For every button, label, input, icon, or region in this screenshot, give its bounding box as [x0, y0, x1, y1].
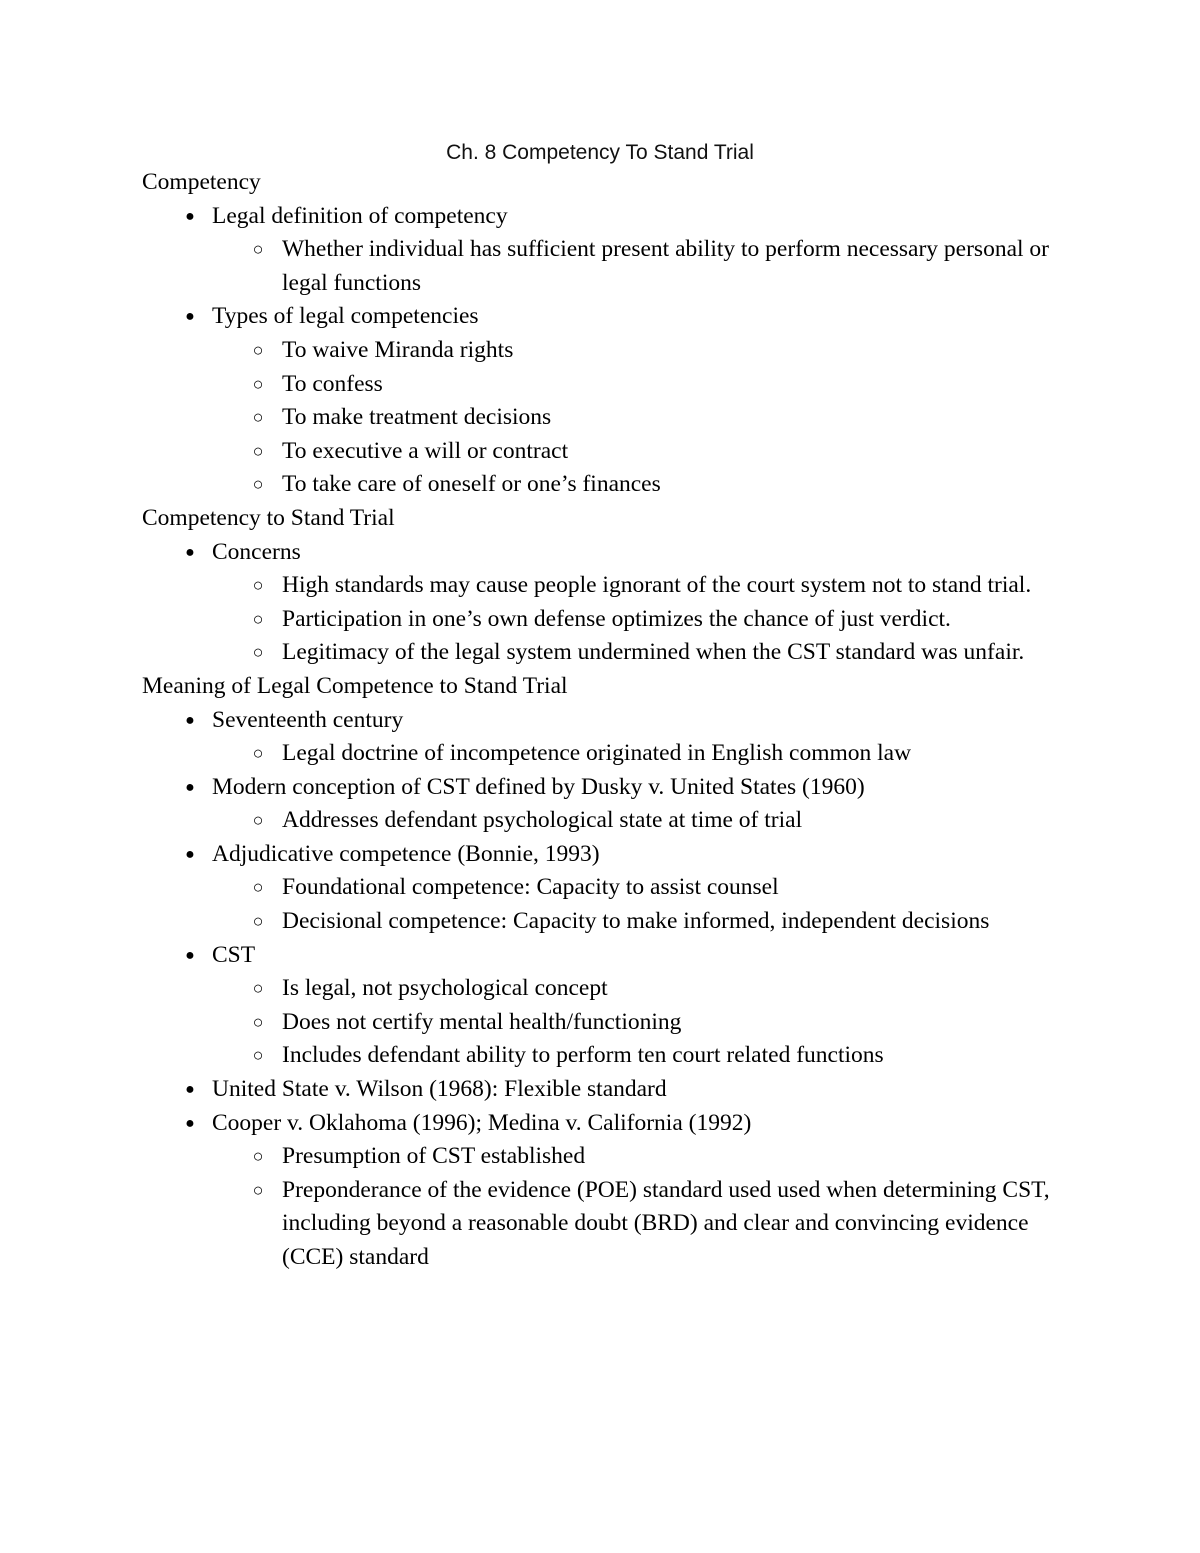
sub-list-item-text: Whether individual has sufficient present ability to perform necessary personal or legal functions	[282, 236, 1049, 296]
hollow-bullet-icon: ○	[252, 1146, 264, 1167]
hollow-bullet-icon: ○	[252, 642, 264, 663]
sub-list-item	[212, 1174, 1072, 1275]
sub-list-item	[212, 569, 1072, 603]
list-item	[142, 838, 1072, 939]
sub-list-item	[212, 804, 1072, 838]
sub-list-item-text: Presumption of CST established	[282, 1143, 586, 1170]
sub-list-item-text: Includes defendant ability to perform ten court related functions	[282, 1042, 884, 1069]
hollow-bullet-icon: ○	[252, 239, 264, 260]
list-item	[142, 1073, 1072, 1107]
document-body	[142, 166, 1072, 1275]
list-item-text: Types of legal competencies	[212, 303, 479, 330]
sub-list-item-text: Legal doctrine of incompetence originated in English common law	[282, 740, 912, 767]
sub-bullet-list	[212, 233, 1072, 300]
filled-bullet-icon: ●	[185, 1114, 195, 1132]
sub-list-item-text: To make treatment decisions	[282, 404, 552, 431]
sub-list-item-text: Participation in one’s own defense optimizes the chance of just verdict.	[282, 605, 951, 632]
filled-bullet-icon: ●	[185, 308, 195, 326]
sub-bullet-list	[212, 871, 1072, 938]
sub-list-item-text: Is legal, not psychological concept	[282, 975, 608, 1002]
section-heading: Competency	[142, 169, 261, 195]
list-item	[142, 939, 1072, 1073]
list-item-text: Legal definition of competency	[212, 202, 508, 229]
sub-list-item-text: Legitimacy of the legal system undermined when the CST standard was unfair.	[282, 639, 1025, 666]
list-item-text: United State v. Wilson (1968): Flexible standard	[212, 1076, 667, 1103]
hollow-bullet-icon: ○	[252, 877, 264, 898]
hollow-bullet-icon: ○	[252, 1011, 264, 1032]
sub-list-item	[212, 233, 1072, 300]
filled-bullet-icon: ●	[185, 845, 195, 863]
sub-bullet-list	[212, 972, 1072, 1073]
sub-list-item	[212, 1039, 1072, 1073]
list-item-text: Concerns	[212, 538, 301, 565]
sub-list-item	[212, 435, 1072, 469]
sub-list-item-text: Preponderance of the evidence (POE) standard used used when determining CST, including beyond a reasonable doubt (BRD) and clear and convincing evidence (CCE) standard	[282, 1176, 1050, 1270]
list-item	[142, 704, 1072, 771]
sub-list-item	[212, 401, 1072, 435]
hollow-bullet-icon: ○	[252, 373, 264, 394]
list-item-text: Cooper v. Oklahoma (1996); Medina v. California (1992)	[212, 1109, 752, 1136]
list-item-text: Adjudicative competence (Bonnie, 1993)	[212, 840, 600, 867]
sub-bullet-list	[212, 737, 1072, 771]
sub-list-item	[212, 468, 1072, 502]
filled-bullet-icon: ●	[185, 778, 195, 796]
hollow-bullet-icon: ○	[252, 810, 264, 831]
sub-list-item	[212, 636, 1072, 670]
list-item-text: Seventeenth century	[212, 706, 404, 733]
filled-bullet-icon: ●	[185, 946, 195, 964]
list-item-text: Modern conception of CST defined by Dusky v. United States (1960)	[212, 773, 865, 800]
sub-list-item-text: To take care of oneself or one’s finances	[282, 471, 661, 498]
sub-list-item-text: To confess	[282, 370, 383, 397]
hollow-bullet-icon: ○	[252, 978, 264, 999]
filled-bullet-icon: ●	[185, 543, 195, 561]
sub-bullet-list	[212, 804, 1072, 838]
list-item	[142, 200, 1072, 301]
hollow-bullet-icon: ○	[252, 339, 264, 360]
sub-bullet-list	[212, 569, 1072, 670]
sub-list-item	[212, 1140, 1072, 1174]
sub-list-item	[212, 334, 1072, 368]
list-item	[142, 1107, 1072, 1275]
list-item	[142, 536, 1072, 670]
list-item	[142, 300, 1072, 502]
hollow-bullet-icon: ○	[252, 474, 264, 495]
hollow-bullet-icon: ○	[252, 911, 264, 932]
sub-list-item	[212, 368, 1072, 402]
sub-bullet-list	[212, 334, 1072, 502]
sub-list-item	[212, 972, 1072, 1006]
filled-bullet-icon: ●	[185, 1081, 195, 1099]
hollow-bullet-icon: ○	[252, 575, 264, 596]
sub-list-item-text: Addresses defendant psychological state at time of trial	[282, 807, 803, 834]
page-title: Ch. 8 Competency To Stand Trial	[446, 141, 754, 164]
list-item-text: CST	[212, 941, 256, 968]
sub-list-item	[212, 1006, 1072, 1040]
list-item	[142, 771, 1072, 838]
sub-list-item	[212, 737, 1072, 771]
sub-list-item-text: Does not certify mental health/functioning	[282, 1008, 682, 1035]
hollow-bullet-icon: ○	[252, 608, 264, 629]
section-heading: Meaning of Legal Competence to Stand Trial	[142, 672, 568, 699]
sub-list-item-text: High standards may cause people ignorant of the court system not to stand trial.	[282, 572, 1032, 599]
sub-list-item-text: To waive Miranda rights	[282, 336, 514, 363]
section-heading: Competency to Stand Trial	[142, 504, 395, 531]
hollow-bullet-icon: ○	[252, 743, 264, 764]
hollow-bullet-icon: ○	[252, 407, 264, 428]
bullet-list	[142, 536, 1072, 670]
sub-list-item-text: To executive a will or contract	[282, 437, 569, 464]
sub-list-item-text: Foundational competence: Capacity to assist counsel	[282, 874, 779, 901]
bullet-list	[142, 200, 1072, 502]
hollow-bullet-icon: ○	[252, 1045, 264, 1066]
sub-list-item	[212, 905, 1072, 939]
sub-bullet-list	[212, 1140, 1072, 1274]
hollow-bullet-icon: ○	[252, 1179, 264, 1200]
hollow-bullet-icon: ○	[252, 440, 264, 461]
sub-list-item-text: Decisional competence: Capacity to make informed, independent decisions	[282, 908, 990, 935]
filled-bullet-icon: ●	[185, 711, 195, 729]
sub-list-item	[212, 603, 1072, 637]
bullet-list	[142, 704, 1072, 1275]
filled-bullet-icon: ●	[185, 207, 195, 225]
sub-list-item	[212, 871, 1072, 905]
